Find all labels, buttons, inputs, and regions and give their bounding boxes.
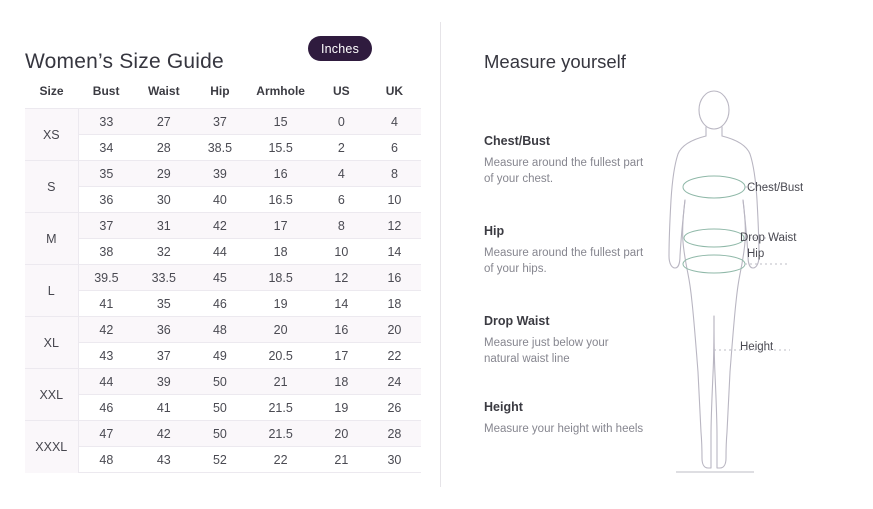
measure-text: Measure just below your natural waist line [484,337,609,365]
measure-block-height [484,400,644,437]
cell-uk: 8 [368,161,421,187]
cell-us: 19 [315,395,368,421]
cell-waist: 39 [134,369,193,395]
table-row [25,135,421,161]
cell-bust: 35 [78,161,134,187]
cell-armhole: 18 [246,239,314,265]
cell-bust: 38 [78,239,134,265]
table-row [25,239,421,265]
cell-armhole: 21.5 [246,421,314,447]
cell-uk: 22 [368,343,421,369]
measure-text: Measure around the fullest part of your chest. [484,157,644,185]
cell-waist: 36 [134,317,193,343]
cell-hip: 44 [193,239,246,265]
callout-height: Height [740,341,774,353]
cell-uk: 24 [368,369,421,395]
measure-block-chest [484,134,644,187]
cell-waist: 35 [134,291,193,317]
cell-bust: 42 [78,317,134,343]
table-header [25,78,421,109]
cell-waist: 41 [134,395,193,421]
cell-armhole: 15.5 [246,135,314,161]
cell-uk: 4 [368,109,421,135]
cell-bust: 37 [78,213,134,239]
cell-size: XL [25,317,78,369]
callout-drop-waist: Drop Waist [740,232,797,244]
cell-armhole: 17 [246,213,314,239]
cell-uk: 30 [368,447,421,473]
cell-us: 12 [315,265,368,291]
measure-title: Measure yourself [484,51,626,73]
cell-armhole: 18.5 [246,265,314,291]
cell-hip: 46 [193,291,246,317]
cell-armhole: 21.5 [246,395,314,421]
cell-hip: 50 [193,421,246,447]
cell-armhole: 19 [246,291,314,317]
column-header-us: US [315,78,368,109]
cell-uk: 12 [368,213,421,239]
table-row [25,291,421,317]
unit-toggle-button[interactable]: Inches [308,36,372,61]
cell-us: 14 [315,291,368,317]
table-row [25,395,421,421]
cell-waist: 32 [134,239,193,265]
cell-bust: 34 [78,135,134,161]
cell-hip: 49 [193,343,246,369]
cell-uk: 18 [368,291,421,317]
cell-waist: 28 [134,135,193,161]
table-row [25,213,421,239]
cell-us: 6 [315,187,368,213]
table-row [25,109,421,135]
cell-us: 4 [315,161,368,187]
cell-bust: 46 [78,395,134,421]
table-row [25,369,421,395]
cell-hip: 52 [193,447,246,473]
cell-size: L [25,265,78,317]
measure-block-hip [484,224,644,277]
cell-bust: 41 [78,291,134,317]
column-header-bust: Bust [78,78,134,109]
cell-us: 21 [315,447,368,473]
cell-uk: 26 [368,395,421,421]
size-chart-table [25,78,421,473]
column-header-hip: Hip [193,78,246,109]
table-row [25,421,421,447]
cell-hip: 42 [193,213,246,239]
cell-uk: 10 [368,187,421,213]
cell-bust: 33 [78,109,134,135]
cell-hip: 37 [193,109,246,135]
cell-armhole: 20.5 [246,343,314,369]
cell-bust: 36 [78,187,134,213]
cell-bust: 39.5 [78,265,134,291]
cell-size: XXL [25,369,78,421]
cell-waist: 42 [134,421,193,447]
cell-uk: 6 [368,135,421,161]
cell-waist: 43 [134,447,193,473]
cell-us: 18 [315,369,368,395]
cell-us: 10 [315,239,368,265]
cell-waist: 31 [134,213,193,239]
column-header-armhole: Armhole [246,78,314,109]
table-row [25,265,421,291]
measure-heading: Drop Waist [484,314,550,328]
cell-armhole: 15 [246,109,314,135]
measure-yourself-panel [440,0,873,509]
cell-waist: 27 [134,109,193,135]
cell-bust: 43 [78,343,134,369]
measure-text: Measure your height with heels [484,423,644,435]
cell-us: 0 [315,109,368,135]
cell-hip: 45 [193,265,246,291]
callout-chest-bust: Chest/Bust [747,182,804,194]
cell-waist: 37 [134,343,193,369]
table-header-row [25,78,421,109]
table-body [25,109,421,473]
cell-bust: 47 [78,421,134,447]
cell-us: 8 [315,213,368,239]
measure-heading: Hip [484,224,505,238]
cell-hip: 48 [193,317,246,343]
cell-armhole: 20 [246,317,314,343]
cell-hip: 38.5 [193,135,246,161]
cell-armhole: 21 [246,369,314,395]
table-row [25,317,421,343]
cell-waist: 30 [134,187,193,213]
cell-armhole: 22 [246,447,314,473]
table-row [25,161,421,187]
cell-us: 17 [315,343,368,369]
table-row [25,343,421,369]
callout-hip: Hip [747,248,765,260]
cell-us: 16 [315,317,368,343]
cell-size: XS [25,109,78,161]
body-figure-illustration [638,88,870,488]
measure-heading: Chest/Bust [484,134,550,148]
cell-hip: 50 [193,395,246,421]
table-row [25,447,421,473]
cell-us: 2 [315,135,368,161]
cell-us: 20 [315,421,368,447]
cell-hip: 40 [193,187,246,213]
cell-bust: 44 [78,369,134,395]
cell-uk: 28 [368,421,421,447]
cell-waist: 33.5 [134,265,193,291]
table-row [25,187,421,213]
cell-hip: 50 [193,369,246,395]
cell-hip: 39 [193,161,246,187]
measure-text: Measure around the fullest part of your hips. [484,247,644,275]
measure-heading: Height [484,400,523,414]
cell-size: S [25,161,78,213]
cell-bust: 48 [78,447,134,473]
cell-uk: 16 [368,265,421,291]
cell-size: XXXL [25,421,78,473]
cell-armhole: 16 [246,161,314,187]
page-title: Women’s Size Guide [25,50,224,74]
cell-uk: 14 [368,239,421,265]
measure-block-drop-waist [484,314,644,367]
cell-waist: 29 [134,161,193,187]
cell-size: M [25,213,78,265]
column-header-waist: Waist [134,78,193,109]
column-header-uk: UK [368,78,421,109]
cell-uk: 20 [368,317,421,343]
cell-armhole: 16.5 [246,187,314,213]
column-header-size: Size [25,78,78,109]
